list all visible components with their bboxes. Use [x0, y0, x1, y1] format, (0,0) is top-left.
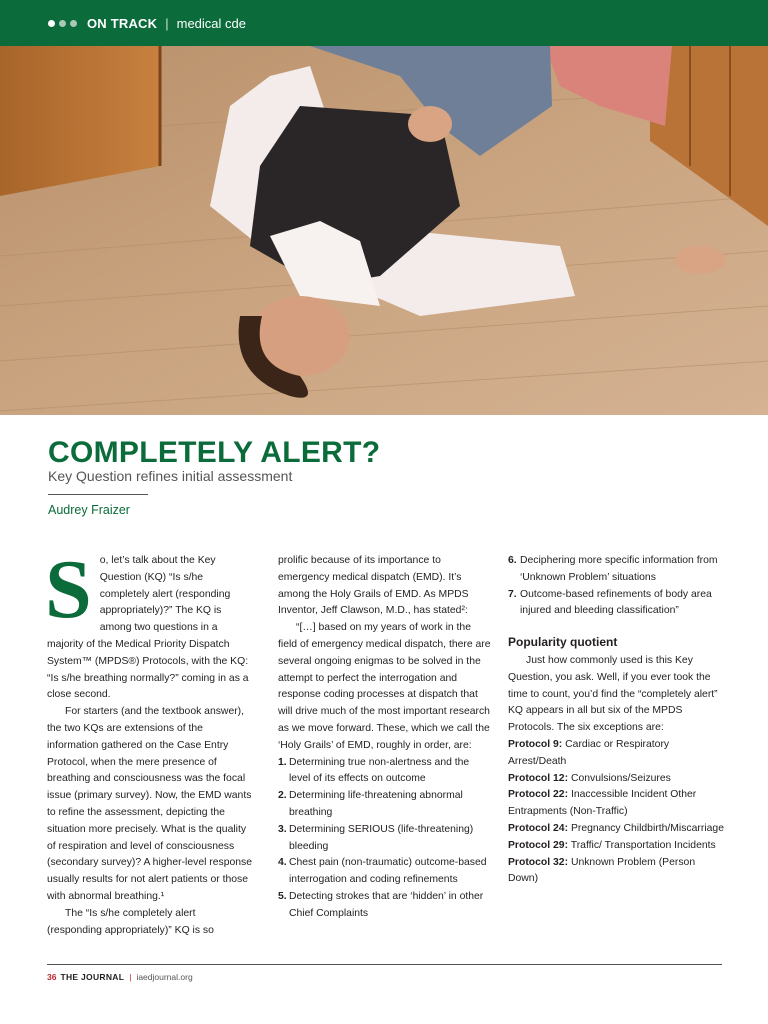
list-item: 7. Outcome-based refinements of body area injured and bleeding classification”: [508, 588, 712, 617]
list-item: 2. Determining life-threatening abnormal breathing: [278, 790, 463, 818]
journal-url[interactable]: iaedjournal.org: [136, 972, 193, 982]
hero-photo: [0, 46, 768, 415]
article-title: COMPLETELY ALERT?: [48, 436, 381, 469]
dot-icon: [70, 20, 77, 27]
list-item: 3. Determining SERIOUS (life-threatening) bleeding: [278, 823, 474, 852]
section-header-bar: [0, 0, 768, 46]
protocol-item: Protocol 12: Convulsions/Seizures: [508, 772, 671, 784]
list-item: 5. Detecting strokes that are ‘hidden’ in other Chief Complaints: [278, 890, 484, 919]
header-dots: [48, 20, 77, 27]
text-column-2: [278, 553, 492, 923]
text-column-3: [508, 553, 726, 888]
page-number: 36: [47, 972, 57, 982]
dot-icon: [59, 20, 66, 27]
protocol-item: Protocol 32: Unknown Problem (Person Down): [508, 856, 696, 885]
section-subhead: Popularity quotient: [508, 635, 618, 650]
text-column-1: [45, 543, 253, 939]
section-separator: |: [165, 15, 169, 31]
title-divider: [48, 494, 148, 495]
quote-paragraph: “[…] based on my years of work in the field of emergency medical dispatch, there are several ongoing enigmas to be solved in the attempt to perfect the interrogation and response coding processes at dispatch that will drive much of the most important research as we move forward. These, which we call the ‘Holy Grails’ of EMD, roughly in order, are:: [278, 622, 491, 751]
journal-name: THE JOURNAL: [60, 972, 125, 982]
paragraph: For starters (and the textbook answer), the two KQs are extensions of the information gathered on the Case Entry Protocol, when the mere presence of breathing and consciousness was the focal issue (primary survey). Now, the EMD wants to refine the assessment, depicting the situation more precisely. What is the quality of respiration and level of consciousness (secondary survey)? A higher-level response usually results for not alert patients or those with abnormal breathing.¹: [47, 706, 253, 902]
page-footer: [47, 972, 193, 982]
holy-grails-list-continued: [508, 553, 726, 620]
list-item: 1. Determining true non-alertness and the level of its effects on outcome: [278, 756, 470, 785]
protocol-item: Protocol 22: Inaccessible Incident Other Entrapments (Non-Traffic): [508, 789, 697, 818]
holy-grails-list: [278, 755, 492, 923]
article-author: Audrey Fraizer: [48, 503, 130, 517]
drop-cap: S: [45, 543, 92, 636]
section-subname: medical cde: [176, 15, 246, 31]
person-lying-on-floor-illustration: [0, 46, 768, 415]
dot-icon: [48, 20, 55, 27]
paragraph: The “Is s/he completely alert (responding appropriately)” KQ is so: [47, 907, 214, 936]
protocol-item: Protocol 9: Cardiac or Respiratory Arrest/Death: [508, 738, 670, 767]
list-item: 6. Deciphering more specific information from ‘Unknown Problem’ situations: [508, 555, 718, 583]
footer-divider: [47, 964, 722, 965]
paragraph: Just how commonly used is this Key Question, you ask. Well, if you ever took the time to count, you’d find the “completely alert” KQ appears in all but six of the MPDS Protocols. The six exceptions are:: [508, 654, 718, 734]
section-name: ON TRACK: [87, 15, 158, 31]
article-subtitle: Key Question refines initial assessment: [48, 468, 293, 484]
protocol-item: Protocol 24: Pregnancy Childbirth/Miscarriage: [508, 822, 724, 834]
footer-separator: |: [129, 972, 132, 982]
protocol-item: Protocol 29: Traffic/ Transportation Incidents: [508, 839, 716, 851]
list-item: 4. Chest pain (non-traumatic) outcome-based interrogation and coding refinements: [278, 857, 487, 886]
paragraph: o, let’s talk about the Key Question (KQ) “Is s/he completely alert (responding appropriately)?” The KQ is among two questions in a majority of the Medical Priority Dispatch System™ (MPDS®) Protocols, with the KQ: “Is s/he breathing normally?” coming in as a close second.: [47, 555, 249, 701]
paragraph: prolific because of its importance to emergency medical dispatch (EMD). It’s among the Holy Grails of EMD. As MPDS Inventor, Jeff Clawson, M.D., has stated²:: [278, 555, 469, 617]
